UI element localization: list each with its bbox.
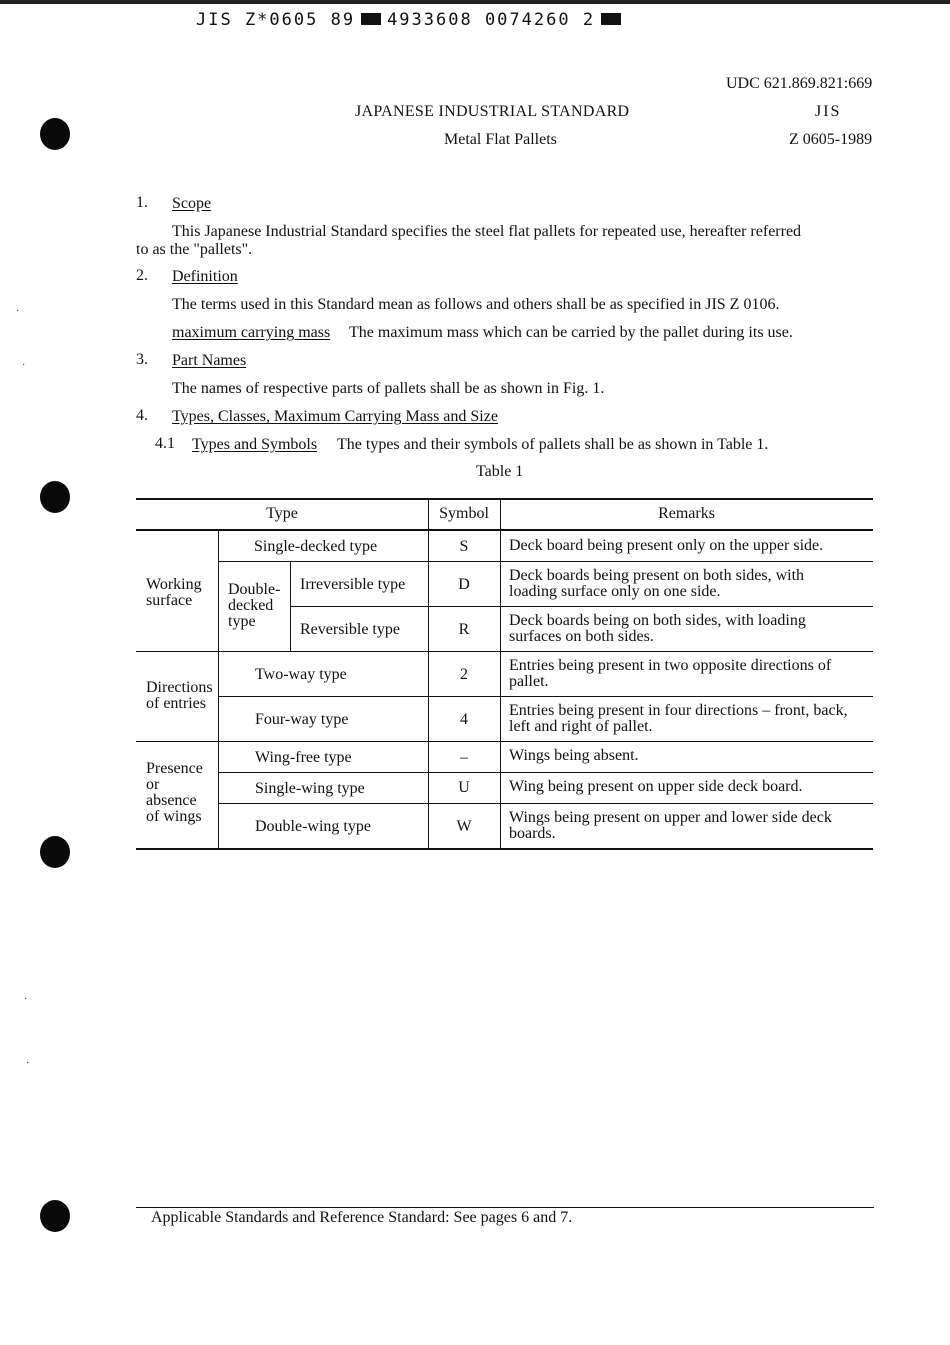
- table-rule: [136, 651, 873, 652]
- remarks-cell: Wings being present on upper and lower side deck: [509, 809, 832, 826]
- table-rule: [218, 561, 873, 562]
- remarks-cell: loading surface only on one side.: [509, 583, 721, 600]
- group-double-decked: type: [228, 613, 256, 630]
- paragraph-line: The types and their symbols of pallets shall be as shown in Table 1.: [337, 436, 769, 453]
- paragraph-line: The names of respective parts of pallets shall be as shown in Fig. 1.: [172, 380, 605, 397]
- table-rule: [136, 848, 873, 850]
- scan-speck: ·: [16, 306, 20, 317]
- scan-speck: ·: [24, 994, 28, 1005]
- header-symbol: Symbol: [439, 505, 489, 522]
- term-definition: The maximum mass which can be carried by the pallet during its use.: [349, 324, 793, 341]
- type-single-decked: Single-decked type: [254, 538, 378, 555]
- section-title-scope: Scope: [172, 195, 212, 212]
- symbol-cell: R: [458, 621, 470, 638]
- table-rule: [218, 530, 219, 849]
- table-rule: [500, 498, 501, 849]
- punch-hole: [40, 481, 70, 513]
- section-title-definition: Definition: [172, 268, 238, 285]
- subsection-number: 4.1: [155, 435, 175, 452]
- section-title-types: Types, Classes, Maximum Carrying Mass and Size: [172, 408, 498, 425]
- types-and-symbols-table: [136, 498, 873, 850]
- group-working-surface: surface: [146, 592, 193, 609]
- standard-designation: Z 0605-1989: [789, 131, 873, 148]
- symbol-cell: W: [456, 818, 472, 835]
- punch-hole: [40, 836, 70, 868]
- group-double-decked: Double-: [228, 581, 281, 598]
- table-rule: [290, 606, 873, 607]
- symbol-cell: 4: [460, 711, 468, 728]
- document-code-part2: 4933608 0074260 2: [387, 10, 596, 30]
- type-single-wing: Single-wing type: [255, 780, 365, 797]
- remarks-cell: left and right of pallet.: [509, 718, 653, 735]
- symbol-cell: D: [458, 576, 470, 593]
- group-wings: of wings: [146, 808, 202, 825]
- group-wings: or: [146, 776, 160, 793]
- paragraph-line: The terms used in this Standard mean as follows and others shall be as specified in JIS Z 0106.: [172, 296, 780, 313]
- symbol-cell: U: [458, 779, 470, 796]
- header-type: Type: [266, 505, 298, 522]
- barcode-block: [601, 13, 621, 25]
- section-title-part-names: Part Names: [172, 352, 247, 369]
- type-two-way: Two-way type: [255, 666, 347, 683]
- remarks-cell: Wing being present on upper side deck board.: [509, 778, 803, 795]
- remarks-cell: Deck boards being present on both sides, with: [509, 567, 805, 584]
- punch-hole: [40, 1200, 70, 1232]
- group-directions-of-entries: Directions: [146, 679, 213, 696]
- remarks-cell: Entries being present in four directions – front, back,: [509, 702, 848, 719]
- type-four-way: Four-way type: [255, 711, 349, 728]
- group-double-decked: decked: [228, 597, 274, 614]
- symbol-cell: 2: [460, 666, 468, 683]
- remarks-cell: Deck boards being on both sides, with loading: [509, 612, 806, 629]
- barcode-block: [361, 13, 381, 25]
- group-working-surface: Working: [146, 576, 202, 593]
- table-rule: [290, 562, 291, 651]
- document-code-part1: JIS Z*0605 89: [196, 10, 356, 30]
- udc-number: UDC 621.869.821:669: [726, 75, 873, 92]
- group-wings: absence: [146, 792, 197, 809]
- section-number: 2.: [136, 267, 148, 284]
- jis-label: JIS: [815, 103, 842, 120]
- document-code-header: [196, 10, 627, 30]
- table-rule: [218, 803, 873, 804]
- defined-term: maximum carrying mass: [172, 324, 331, 341]
- section-number: 3.: [136, 351, 148, 368]
- type-irreversible: Irreversible type: [300, 576, 406, 593]
- remarks-cell: Wings being absent.: [509, 747, 639, 764]
- table-rule: [136, 529, 873, 531]
- type-wing-free: Wing-free type: [255, 749, 352, 766]
- remarks-cell: boards.: [509, 825, 556, 842]
- table-caption: Table 1: [476, 463, 524, 480]
- group-directions-of-entries: of entries: [146, 695, 206, 712]
- section-number: 1.: [136, 194, 148, 211]
- group-wings: Presence: [146, 760, 203, 777]
- paragraph-line: This Japanese Industrial Standard specifies the steel flat pallets for repeated use, hereafter referred: [172, 223, 802, 240]
- paragraph-line: to as the "pallets".: [136, 241, 253, 258]
- subsection-title: Types and Symbols: [192, 436, 318, 453]
- remarks-cell: surfaces on both sides.: [509, 628, 654, 645]
- remarks-cell: Entries being present in two opposite directions of: [509, 657, 832, 674]
- header-remarks: Remarks: [658, 505, 715, 522]
- scan-speck: ·: [22, 360, 26, 371]
- type-reversible: Reversible type: [300, 621, 400, 638]
- footer-note: Applicable Standards and Reference Standard: See pages 6 and 7.: [151, 1209, 573, 1226]
- type-double-wing: Double-wing type: [255, 818, 371, 835]
- scan-top-edge: [0, 0, 950, 4]
- remarks-cell: Deck board being present only on the upper side.: [509, 537, 824, 554]
- symbol-cell: –: [460, 749, 468, 766]
- table-rule: [218, 696, 873, 697]
- table-rule: [218, 772, 873, 773]
- section-number: 4.: [136, 407, 148, 424]
- punch-hole: [40, 118, 70, 150]
- document-subtitle: Metal Flat Pallets: [444, 131, 557, 148]
- scan-speck: ·: [26, 1058, 30, 1069]
- table-rule: [136, 741, 873, 742]
- symbol-cell: S: [459, 538, 469, 555]
- table-rule: [136, 498, 873, 500]
- standard-title: JAPANESE INDUSTRIAL STANDARD: [355, 103, 630, 120]
- remarks-cell: pallet.: [509, 673, 549, 690]
